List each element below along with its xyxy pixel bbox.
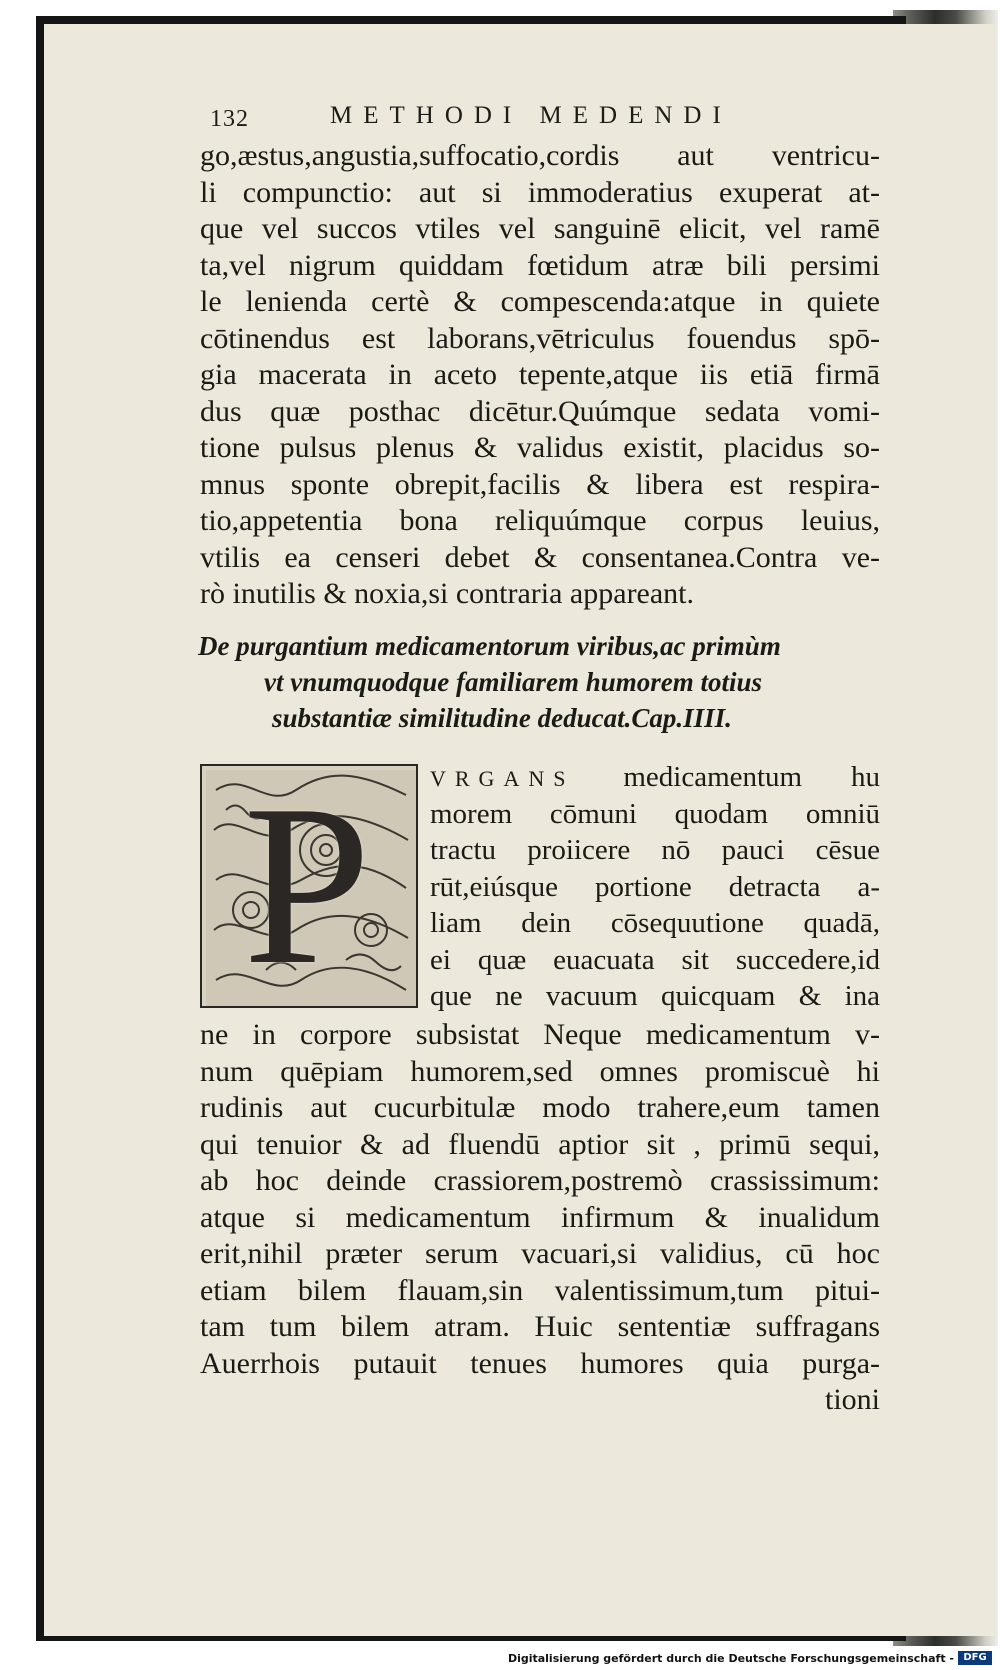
catchword: tioni bbox=[824, 1383, 880, 1416]
text-line: mnus sponte obrepit,facilis & libera est respira- bbox=[200, 467, 880, 501]
text-line: qui tenuior & ad fluendū aptior sit , primū sequi, bbox=[200, 1127, 880, 1161]
chapter-heading bbox=[198, 628, 882, 736]
text-line: li compunctio: aut si immoderatius exuperat at- bbox=[200, 175, 880, 209]
text-line: ta,vel nigrum quiddam fœtidum atræ bili persimi bbox=[200, 248, 880, 282]
chapter-heading-line: vt vnumquodque familiarem humorem totius bbox=[264, 667, 763, 697]
text-block-bottom bbox=[200, 1017, 880, 1419]
text-line: erit,nihil præter serum vacuari,si validius, cū hoc bbox=[200, 1237, 880, 1270]
text-line: morem cōmuni quodam omniū bbox=[430, 797, 880, 830]
text-line: rūt,eiúsque portione detracta a- bbox=[430, 870, 880, 903]
text-line: ab hoc deinde crassiorem,postremò crassissimum: bbox=[200, 1164, 880, 1197]
text-line: tractu proiicere nō pauci cēsue bbox=[430, 834, 880, 866]
decorated-drop-initial bbox=[200, 757, 418, 1012]
chapter-heading-line: substantiæ similitudine deducat.Cap.IIII. bbox=[272, 703, 732, 733]
text-line: ei quæ euacuata sit succedere,id bbox=[430, 943, 880, 976]
running-head bbox=[44, 98, 952, 138]
text-line: atque si medicamentum infirmum & inualidum bbox=[200, 1200, 880, 1234]
text-line: dus quæ posthac dicētur.Quúmque sedata vomi- bbox=[200, 394, 880, 428]
text-line-rest: medicamentum hu bbox=[574, 761, 880, 793]
text-line: vtilis ea censeri debet & consentanea.Contra ve- bbox=[200, 540, 880, 574]
text-block-top bbox=[200, 138, 880, 613]
text-line: gia macerata in aceto tepente,atque iis etiā firmā bbox=[200, 358, 880, 391]
text-line: cōtinendus est laborans,vētriculus fouendus spō- bbox=[200, 321, 880, 355]
text-line: num quēpiam humorem,sed omnes promiscuè hi bbox=[200, 1054, 880, 1088]
spaced-capitals: VRGANS bbox=[430, 766, 575, 791]
text-line: go,æstus,angustia,suffocatio,cordis aut ventricu- bbox=[200, 139, 880, 172]
drop-initial-letter: P bbox=[243, 757, 371, 1012]
text-line: tio,appetentia bona reliquúmque corpus leuius, bbox=[200, 504, 880, 537]
book-page bbox=[44, 24, 996, 1636]
text-line: que vel succos vtiles vel sanguinē elicit, vel ramē bbox=[200, 212, 880, 245]
dfg-logo: DFG bbox=[958, 1651, 992, 1665]
text-line: tione pulsus plenus & validus existit, placidus so- bbox=[200, 431, 880, 464]
page-number: 132 bbox=[210, 106, 249, 132]
text-line: rò inutilis & noxia,si contraria appareant. bbox=[200, 577, 695, 610]
text-block-beside-initial bbox=[430, 759, 880, 1015]
footer-bar bbox=[0, 1647, 1000, 1670]
running-title: METHODI MEDENDI bbox=[330, 102, 732, 129]
chapter-heading-line: De purgantium medicamentorum viribus,ac primùm bbox=[198, 631, 781, 661]
text-line: tam tum bilem atram. Huic sententiæ suffragans bbox=[200, 1310, 880, 1343]
footer-credit: Digitalisierung gefördert durch die Deutsche Forschungsgemeinschaft - bbox=[507, 1652, 954, 1665]
text-line: que ne vacuum quicquam & ina bbox=[430, 980, 880, 1012]
text-line: liam dein cōsequutione quadā, bbox=[430, 907, 880, 939]
text-line: etiam bilem flauam,sin valentissimum,tum pitui- bbox=[200, 1273, 880, 1307]
text-line: ne in corpore subsistat Neque medicamentum v- bbox=[200, 1018, 880, 1051]
text-line: rudinis aut cucurbitulæ modo trahere,eum tamen bbox=[200, 1091, 880, 1124]
text-line bbox=[430, 759, 880, 796]
text-line: le lenienda certè & compescenda:atque in quiete bbox=[200, 285, 880, 318]
text-line: Auerrhois putauit tenues humores quia purga- bbox=[200, 1346, 880, 1380]
